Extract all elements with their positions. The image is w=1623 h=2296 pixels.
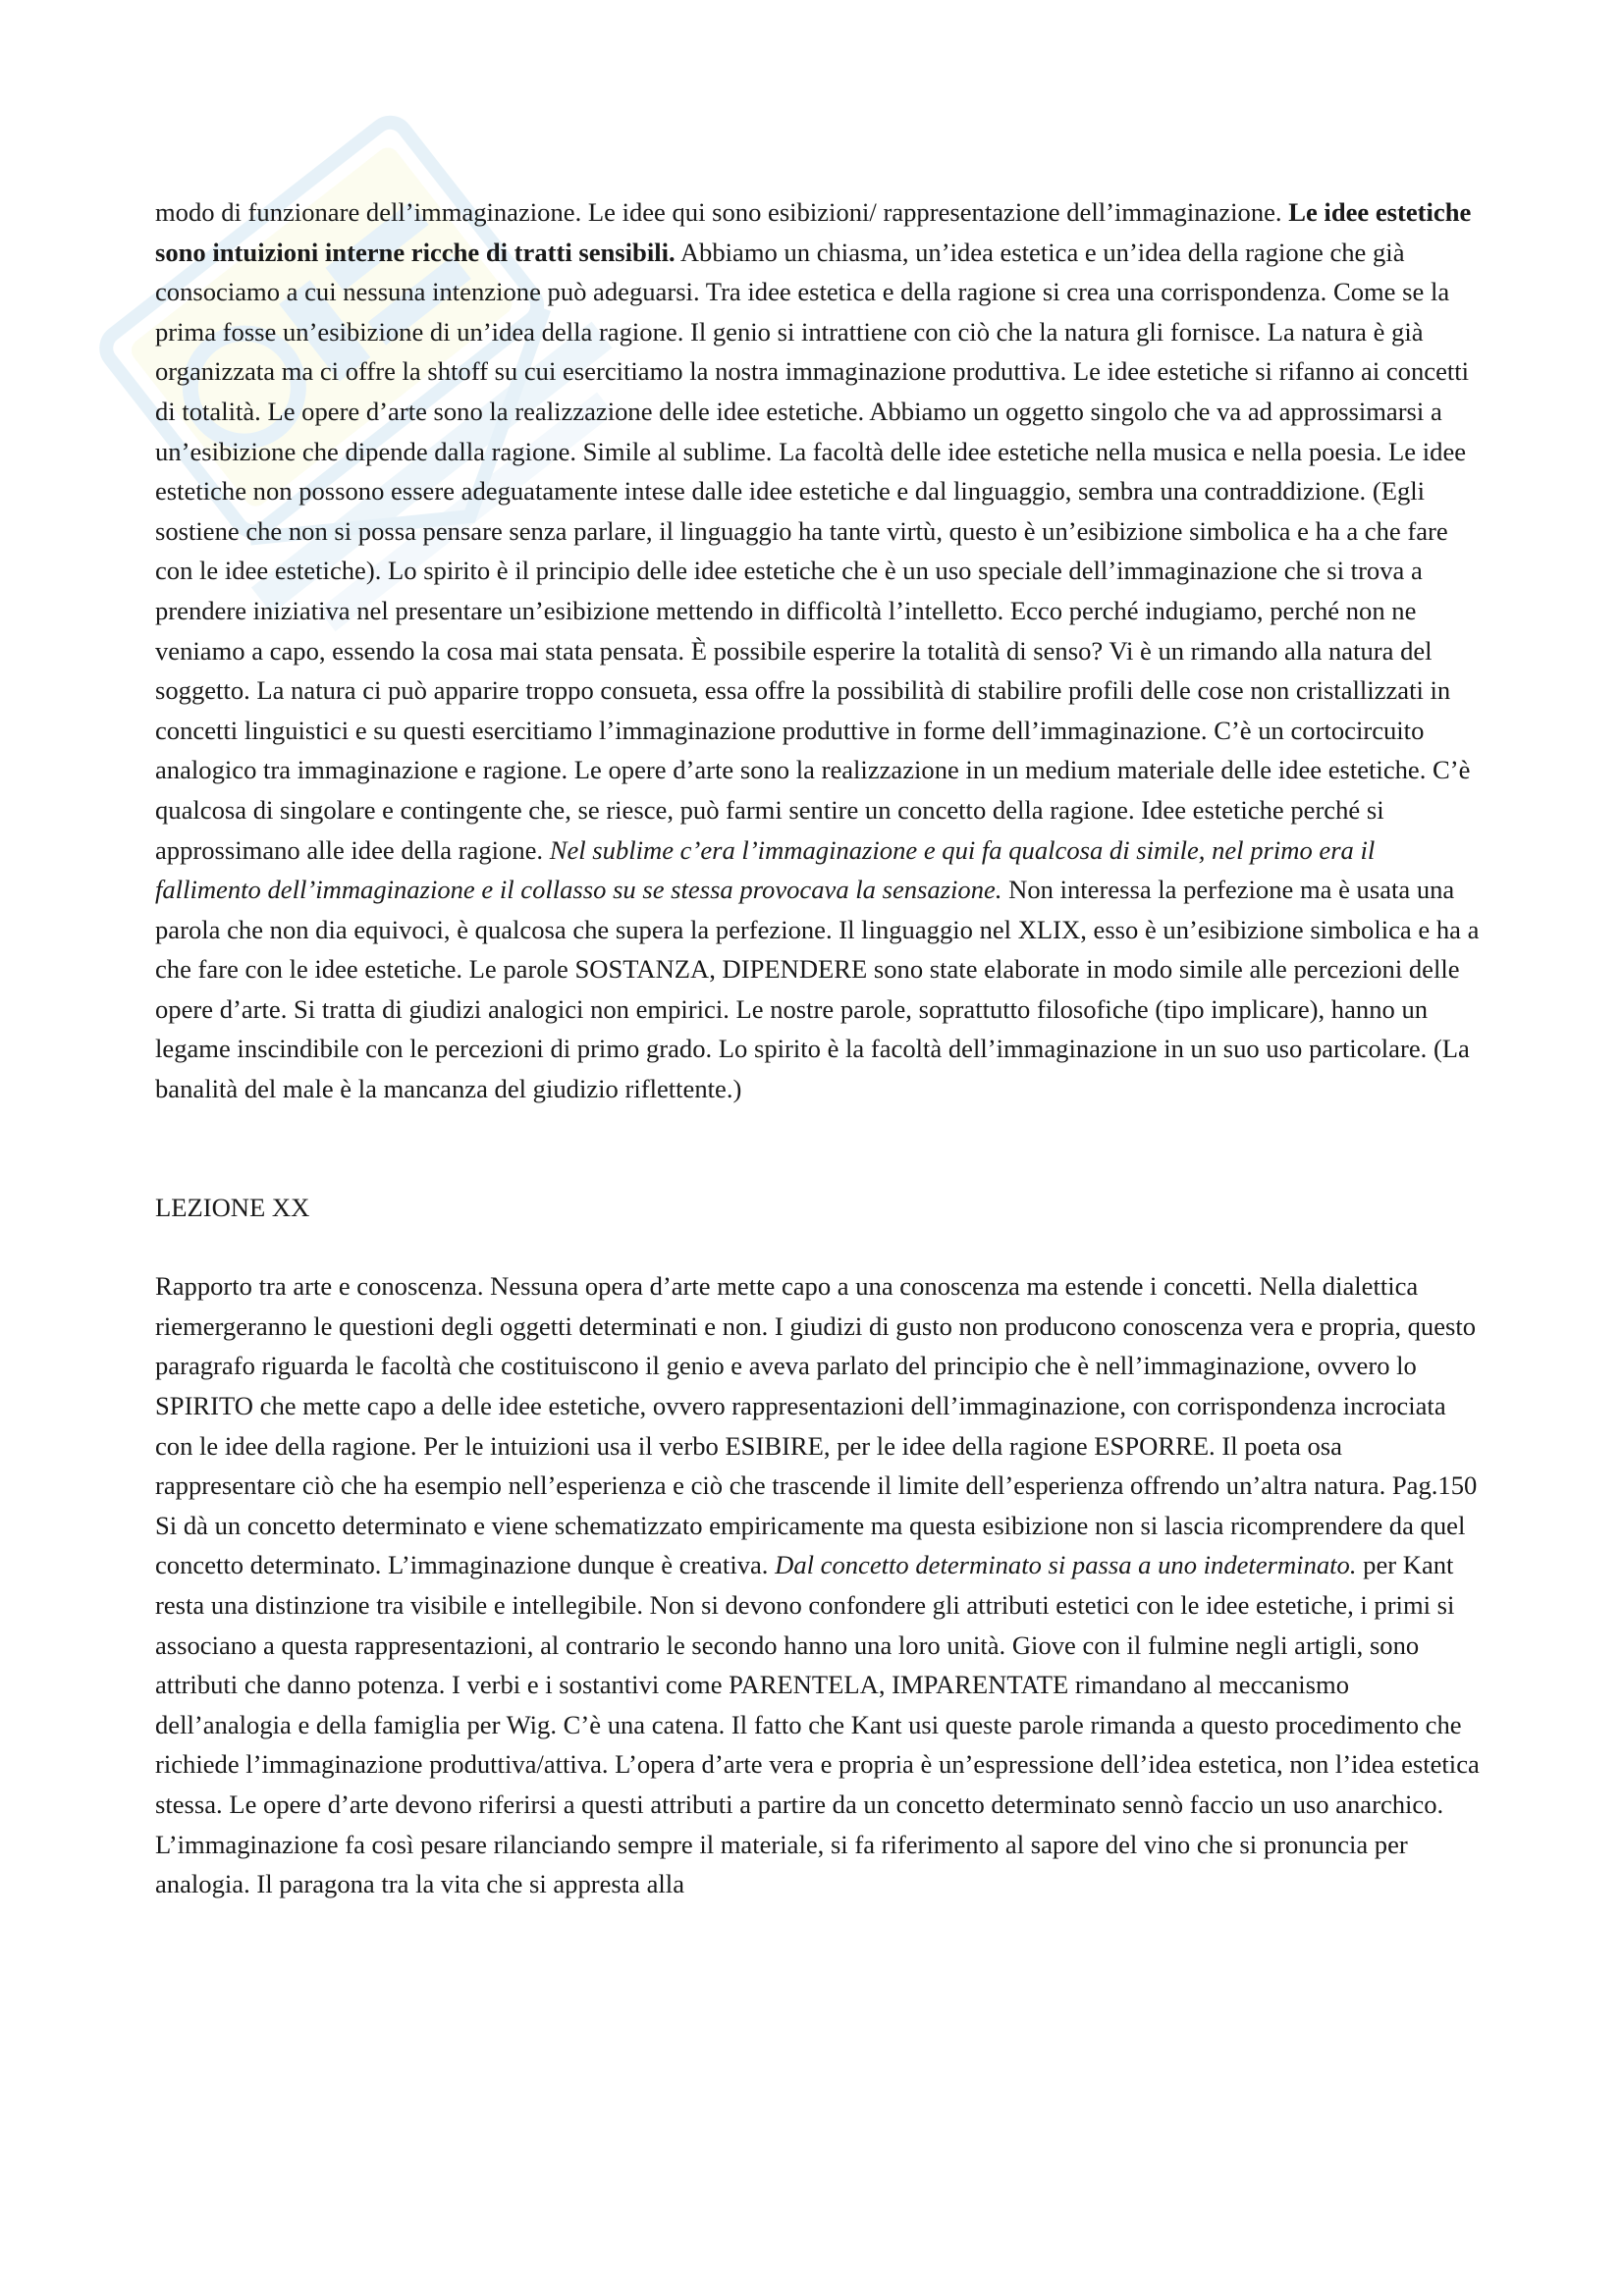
text-run: modo di funzionare dell’immaginazione. Le idee qui sono esibizioni/ rappresentazione dell’immaginazione. [155, 197, 1289, 227]
text-run: Nel sublime c’era l’immaginazione e qui fa qualcosa di simile, nel primo era il fallimento dell’immaginazione e il collasso su se stessa provocava la sensazione. [155, 834, 1376, 905]
text-run: per Kant resta una distinzione tra visibile e intellegibile. Non si devono confondere gli attributi estetici con le idee estetiche, i primi si associano a questa rappresentazioni, al contrario le secondo hanno una loro unità. Giove con il fulmine negli artigli, sono attributi che danno potenza. I verbi e i sostantivi come PARENTELA, IMPARENTATE rimandano al meccanismo dell’analogia e della famiglia per Wig. C’è una catena. Il fatto che Kant usi queste parole rimanda a questo procedimento che richiede l’immaginazione produttiva/attiva. L’opera d’arte vera e propria è un’espressione dell’idea estetica, non l’idea estetica stessa. Le opere d’arte devono riferirsi a questi attributi a partire da un concetto determinato sennò faccio un uso anarchico. L’immaginazione fa così pesare rilanciando sempre il materiale, si fa riferimento al sapore del vino che si pronuncia per analogia. Il paragona tra la vita che si appresta alla [155, 1550, 1480, 1899]
text-run: Le idee estetiche sono intuizioni interne ricche di tratti sensibili. [155, 197, 1472, 267]
section-heading: LEZIONE XX [155, 1192, 310, 1222]
paragraph-2 [155, 1266, 1483, 1904]
text-run: Dal concetto determinato si passa a uno indeterminato. [775, 1550, 1357, 1580]
text-run: Rapporto tra arte e conoscenza. Nessuna opera d’arte mette capo a una conoscenza ma estende i concetti. Nella dialettica riemergeranno le questioni degli oggetti determinati e non. I giudizi di gusto non producono conoscenza vera e propria, questo paragrafo riguarda le facoltà che costituiscono il genio e aveva parlato del principio che è nell’immaginazione, ovvero lo SPIRITO che mette capo a delle idee estetiche, ovvero rappresentazioni dell’immaginazione, con corrispondenza incrociata con le idee della ragione. Per le intuizioni usa il verbo ESIBIRE, per le idee della ragione ESPORRE. Il poeta osa rappresentare ciò che ha esempio nell’esperienza e ciò che trascende il limite dell’esperienza offrendo un’altra natura. Pag.150 Si dà un concetto determinato e viene schematizzato empiricamente ma questa esibizione non si lascia ricomprendere da quel concetto determinato. L’immaginazione dunque è creativa. [155, 1271, 1478, 1580]
text-run: Abbiamo un chiasma, un’idea estetica e un’idea della ragione che già consociamo a cui nessuna intenzione può adeguarsi. Tra idee estetica e della ragione si crea una corrispondenza. Come se la prima fosse un’esibizione di un’idea della ragione. Il genio si intrattiene con ciò che la natura gli fornisce. La natura è già organizzata ma ci offre la shtoff su cui esercitiamo la nostra immaginazione produttiva. Le idee estetiche si rifanno ai concetti di totalità. Le opere d’arte sono la realizzazione delle idee estetiche. Abbiamo un oggetto singolo che va ad approssimarsi a un’esibizione che dipende dalla ragione. Simile al sublime. La facoltà delle idee estetiche nella musica e nella poesia. Le idee estetiche non possono essere adeguatamente intese dalle idee estetiche e dal linguaggio, sembra una contraddizione. (Egli sostiene che non si possa pensare senza parlare, il linguaggio ha tante virtù, questo è un’esibizione simbolica e ha a che fare con le idee estetiche). Lo spirito è il principio delle idee estetiche che è un uso speciale dell’immaginazione che si trova a prendere iniziativa nel presentare un’esibizione mettendo in difficoltà l’intelletto. Ecco perché indugiamo, perché non ne veniamo a capo, essendo la cosa mai stata pensata. È possibile esperire la totalità di senso? Vi è un rimando alla natura del soggetto. La natura ci può apparire troppo consueta, essa offre la possibilità di stabilire profili delle cose non cristallizzati in concetti linguistici e su questi esercitiamo l’immaginazione produttive in forme dell’immaginazione. C’è un cortocircuito analogico tra immaginazione e ragione. Le opere d’arte sono la realizzazione in un medium materiale delle idee estetiche. C’è qualcosa di singolare e contingente che, se riesce, può farmi sentire un concetto della ragione. Idee estetiche perché si approssimano alle idee della ragione. [155, 237, 1471, 865]
paragraph-1 [155, 192, 1483, 1109]
text-run: Non interessa la perfezione ma è usata una parola che non dia equivoci, è qualcosa che supera la perfezione. Il linguaggio nel XLIX, esso è un’esibizione simbolica e ha a che fare con le idee estetiche. Le parole SOSTANZA, DIPENDERE sono state elaborate in modo simile alle percezioni delle opere d’arte. Si tratta di giudizi analogici non empirici. Le nostre parole, soprattutto filosofiche (tipo implicare), hanno un legame inscindibile con le percezioni di primo grado. Lo spirito è la facoltà dell’immaginazione in un suo uso particolare. (La banalità del male è la mancanza del giudizio riflettente.) [155, 875, 1480, 1104]
document-body [155, 192, 1483, 1904]
